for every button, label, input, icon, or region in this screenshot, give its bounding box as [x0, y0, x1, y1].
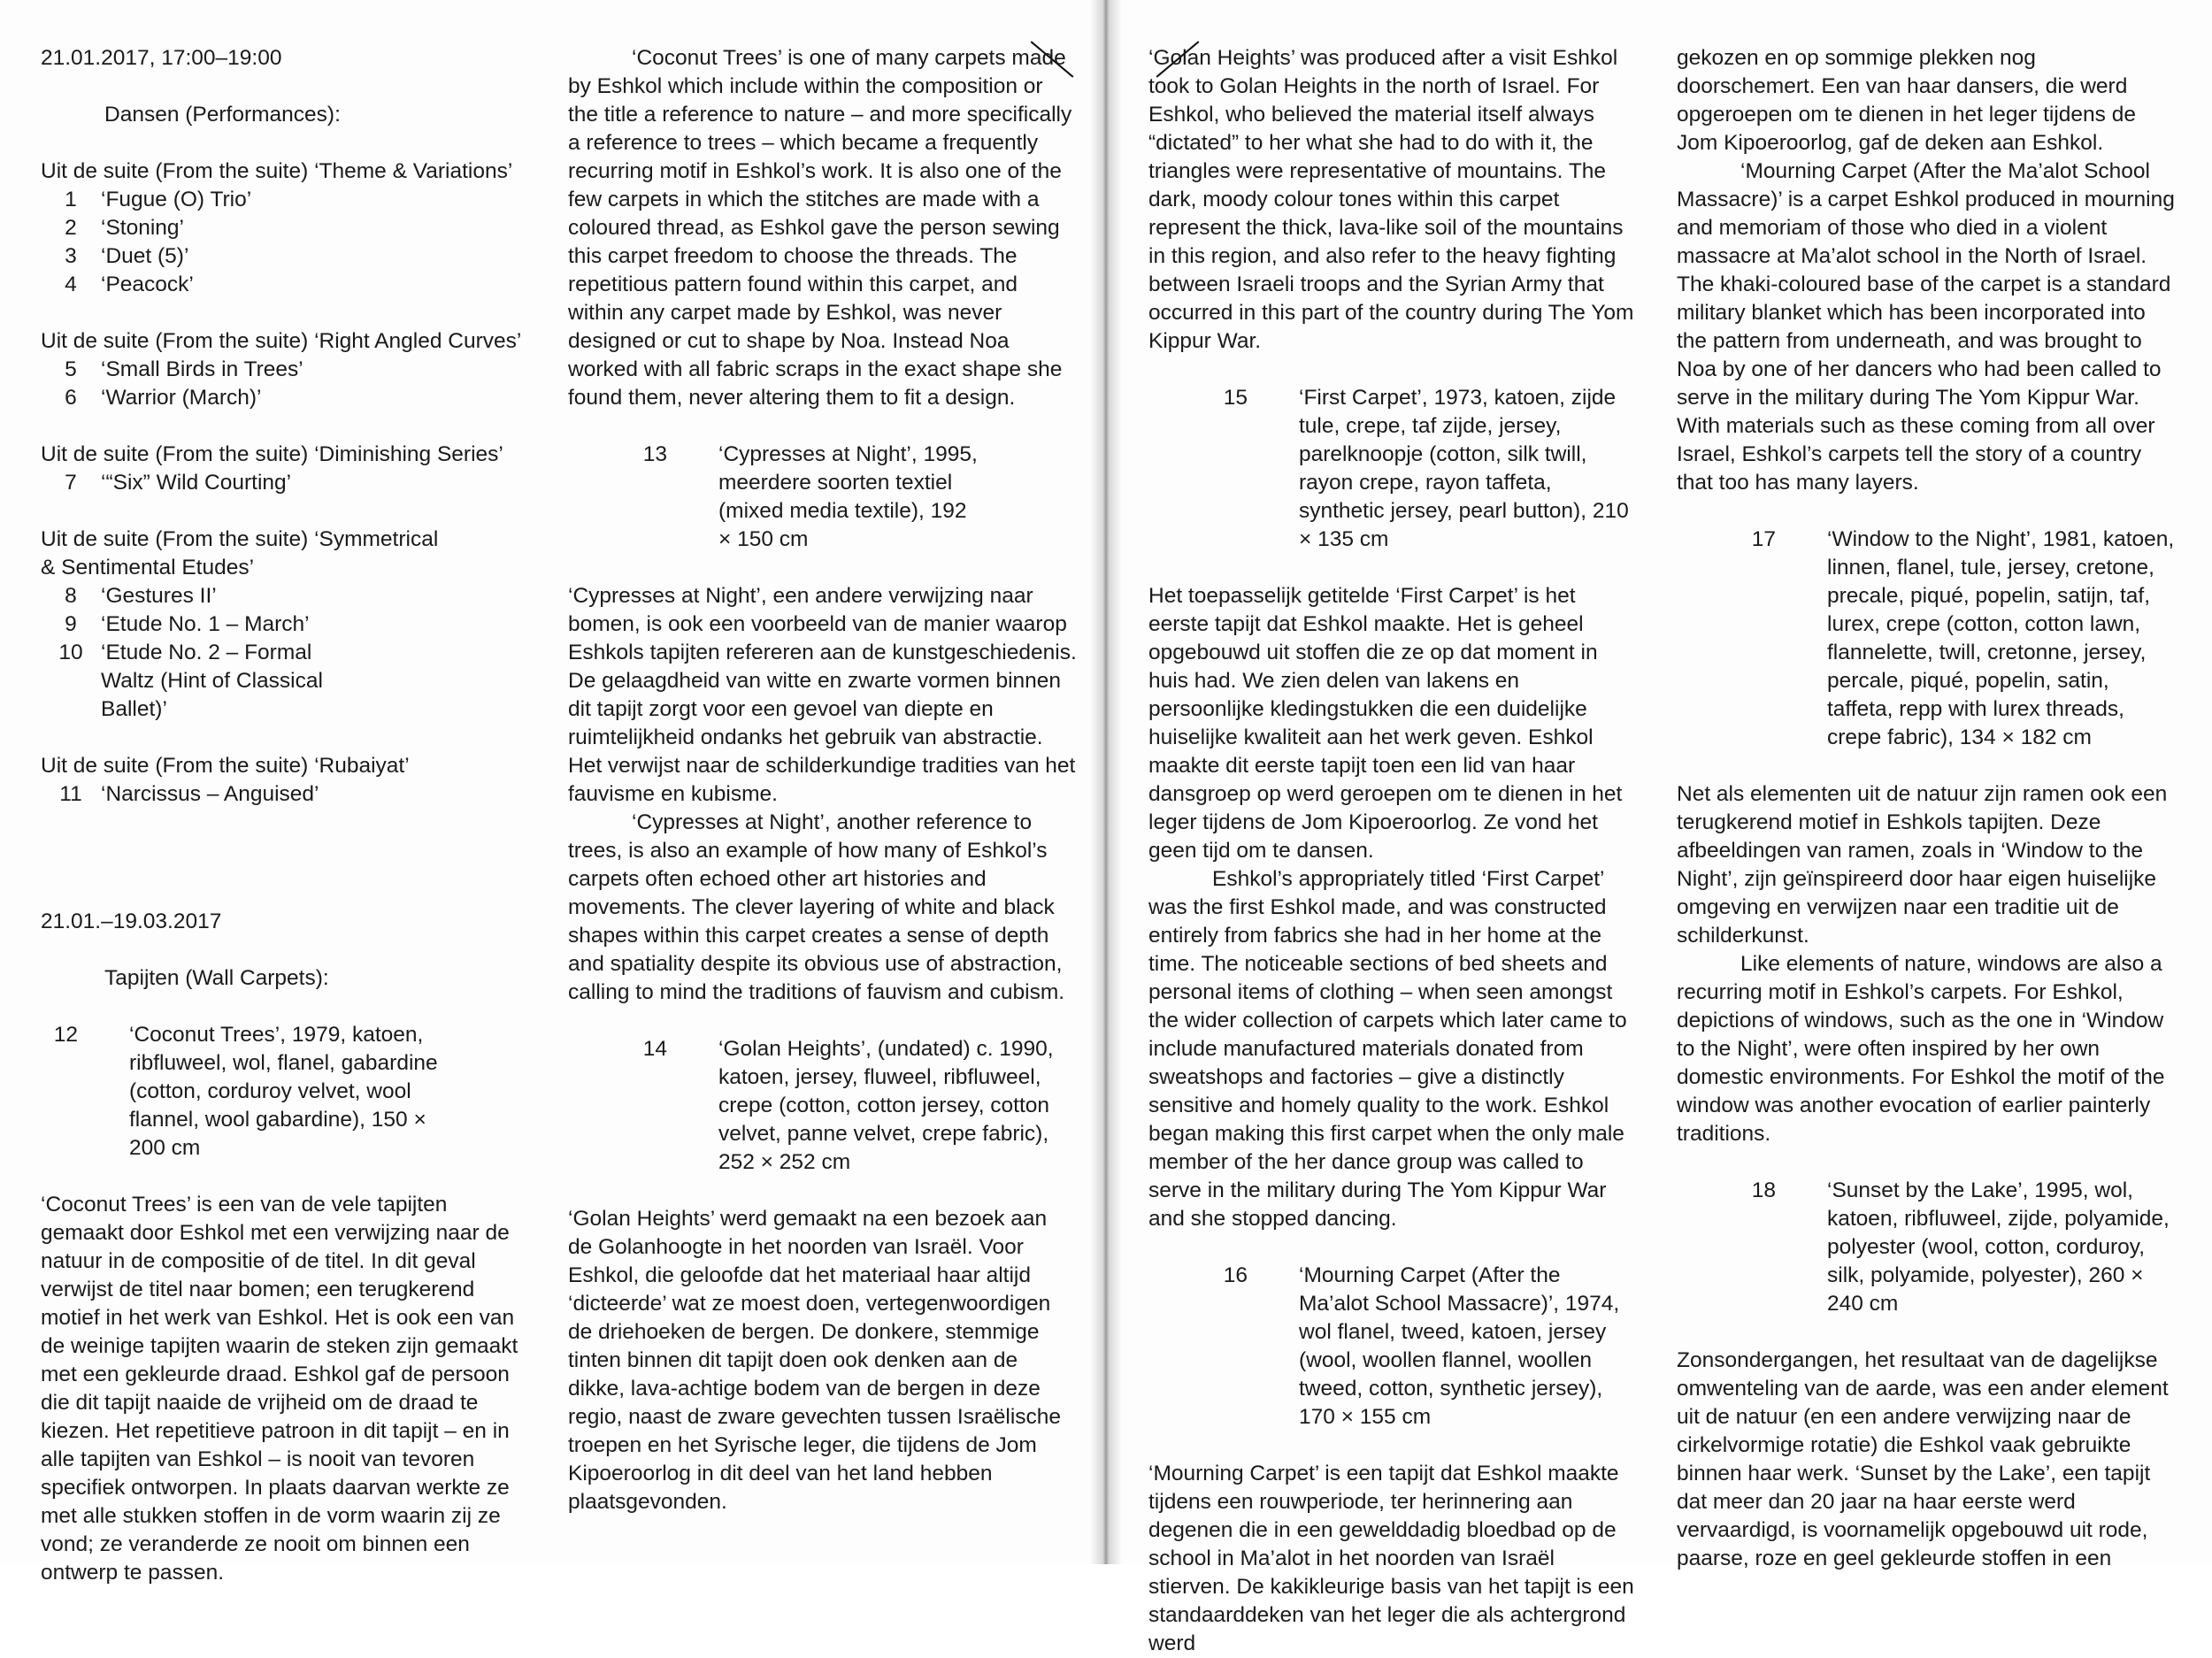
paragraph-english: ‘Golan Heights’ was produced after a visit Eshkol took to Golan Heights in the north of Israel. For Eshkol, who believed the material itself always “dictated” to her what she had to do with it, the triangles were representative of mountains. The dark, moody colour tones within this carpet represent the thick, lava-like soil of the mountains in this region, and also refer to the heavy fighting between Israeli troops and the Syrian Army that occurred in this part of the country during The Yom Kippur War.: [1148, 46, 1634, 353]
performance-item: 11 ‘Narcissus – Anguised’: [59, 782, 319, 806]
performance-item: 6 ‘Warrior (March)’: [65, 386, 262, 410]
paragraph-dutch: Het toepasselijk getitelde ‘First Carpet’ is het eerste tapijt dat Eshkol maakte. Het is geheel opgebouwd uit stoffen die ze op dat moment in huis had. We zien delen van lakens en persoonlijke kledingstukken die een duidelijke huiselijke kwaliteit aan het werk geven. Eshkol maakte dit eerste tapijt toen een lid van haar dansgroep op werd geroepen om te dienen in het leger tijdens de Jom Kipoeroorlog. Ze vond het geen tijd om te dansen.: [1148, 584, 1623, 863]
paragraph-english: ‘Mourning Carpet (After the Ma’alot School Massacre)’ is a carpet Eshkol produced in mourning and memoriam of those who died in a violent massacre at Ma’alot school in the North of Israel. The khaki-coloured base of the carpet is a standard military blanket which has been incorporated into the pattern from underneath, and was brought to Noa by one of her dancers who had been called to serve in the military during The Yom Kippur War. With materials such as these coming from all over Israel, Eshkol’s carpets tell the story of a country that too has many layers.: [1677, 159, 2175, 495]
performance-item: 1 ‘Fugue (O) Trio’: [65, 188, 252, 211]
book-gutter: [1090, 0, 1122, 1564]
paragraph-dutch: Net als elementen uit de natuur zijn ramen ook een terugkerend motief in Eshkols tapijten. Deze afbeeldingen van ramen, zoals in ‘Window to the Night’, zijn geïnspireerd door haar eigen huiselijke omgeving en verwijzen naar een traditie uit de schilderkunst.: [1677, 782, 2168, 948]
performance-item: 7 ‘“Six” Wild Courting’: [65, 471, 292, 495]
performance-item: 5 ‘Small Birds in Trees’: [65, 357, 303, 381]
performance-item: 3 ‘Duet (5)’: [65, 244, 189, 268]
paragraph-dutch: ‘Cypresses at Night’, een andere verwijzing naar bomen, is ook een voorbeeld van de manier waarop Eshkols tapijten refereren aan de kunstgeschiedenis. De gelaagdheid van witte en zwarte vormen binnen dit tapijt zorgt voor een gevoel van diepte en ruimtelijkheid ondanks het gebruik van abstractie. Het verwijst naar de schilderkundige tradities van het fauvisme en kubisme.: [568, 584, 1077, 806]
performance-item: 2 ‘Stoning’: [65, 216, 184, 240]
performance-item: 10 ‘Etude No. 2 – Formal Waltz (Hint of Classical Ballet)’: [58, 641, 323, 721]
exhibition-date: 21.01.–19.03.2017: [41, 910, 222, 933]
catalogue-item-18: 18 ‘Sunset by the Lake’, 1995, wol, katoen, ribfluweel, zijde, polyamide, polyester (wool, cotton, corduroy, silk, polyamide, polyester), 260 × 240 cm: [1751, 1178, 2170, 1316]
paragraph-dutch: ‘Mourning Carpet’ is een tapijt dat Eshkol maakte tijdens een rouwperiode, ter herinnering aan degenen die in een gewelddadig bloedbad op de school in Ma’alot in het noorden van Israël stierven. De kakikleurige basis van het tapijt is een standaarddeken van het leger die als achtergrond werd: [1148, 1462, 1634, 1655]
paragraph-english: ‘Cypresses at Night’, another reference to trees, is also an example of how many of Eshkol’s carpets often echoed other art histories and movements. The clever layering of white and black shapes within this carpet creates a sense of depth and spatiality despite its obvious use of abstraction, calling to mind the traditions of fauvism and cubism.: [568, 810, 1065, 1004]
suite-title: Uit de suite (From the suite) ‘Diminishing Series’: [41, 442, 503, 466]
performance-item: 9 ‘Etude No. 1 – March’: [65, 612, 310, 636]
catalogue-item-14: 14 ‘Golan Heights’, (undated) c. 1990, katoen, jersey, fluweel, ribfluweel, crepe (cotton, cotton jersey, cotton velvet, panne velvet, crepe fabric), 252 × 252 cm: [642, 1037, 1054, 1174]
paragraph-english: Like elements of nature, windows are also a recurring motif in Eshkol’s carpets. For Eshkol, depictions of windows, such as the one in ‘Window to the Night’, were often inspired by her own domestic environments. For Eshkol the motif of the window was another evocation of earlier painterly traditions.: [1677, 952, 2165, 1146]
column-3: [1148, 44, 1640, 1658]
paragraph-dutch: ‘Golan Heights’ werd gemaakt na een bezoek aan de Golanhoogte in het noorden van Israël. Voor Eshkol, die geloofde dat het materiaal haar altijd ‘dicteerde’ wat ze moest doen, vertegenwoordigen de driehoeken de bergen. De donkere, stemmige tinten binnen dit tapijt doen ook denken aan de dikke, lava-achtige bodem van de bergen in deze regio, naast de zware gevechten tussen Israëlische troepen en het Syrische leger, die tijdens de Jom Kipoeroorlog in dit deel van het land hebben plaatsgevonden.: [568, 1207, 1062, 1514]
paragraph-dutch: gekozen en op sommige plekken nog doorschemert. Een van haar dansers, die werd opgeroepen om te dienen in het leger tijdens de Jom Kipoeroorlog, gaf de deken aan Eshkol.: [1677, 46, 2136, 155]
paragraph-english: Eshkol’s appropriately titled ‘First Carpet’ was the first Eshkol made, and was constructed entirely from fabrics she had in her home at the time. The noticeable sections of bed sheets and personal items of clothing – when seen amongst the wider collection of carpets which later came to include manufactured materials donated from sweatshops and factories – give a distinctly sensitive and homely quality to the work. Eshkol began making this first carpet when the only male member of the her dance group was called to serve in the military during The Yom Kippur War and she stopped dancing.: [1148, 867, 1627, 1231]
paragraph-dutch: Zonsondergangen, het resultaat van de dagelijkse omwenteling van de aarde, was een ander element uit de natuur (en een andere verwijzing naar de cirkelvormige rotatie) die Eshkol vaak gebruikte binnen haar werk. ‘Sunset by the Lake’, een tapijt dat meer dan 20 jaar na haar eerste werd vervaardigd, is voornamelijk opgebouwd uit rode, paarse, roze en geel gekleurde stoffen in een: [1677, 1348, 2169, 1570]
suite-title: Uit de suite (From the suite) ‘Rubaiyat’: [41, 754, 410, 778]
paragraph-english: ‘Coconut Trees’ is one of many carpets made by Eshkol which include within the composition or the title a reference to nature – and more specifically a reference to trees – which became a frequently recurring motif in Eshkol’s work. It is also one of the few carpets in which the stitches are made with a coloured thread, as Eshkol gave the person sewing this carpet freedom to choose the threads. The repetitious pattern found within this carpet, and within any carpet made by Eshkol, was never designed or cut to shape by Noa. Instead Noa worked with all fabric scraps in the exact shape she found them, never altering them to fit a design.: [568, 46, 1072, 410]
catalogue-item-17: 17 ‘Window to the Night’, 1981, katoen, linnen, flanel, tule, jersey, cretone, precale, piqué, popelin, satijn, taf, lurex, crepe (cotton, cotton lawn, flannelette, twill, cretonne, jersey, percale, piqué, popelin, satin, taffeta, repp with lurex threads, crepe fabric), 134 × 182 cm: [1751, 527, 2175, 749]
suite-title: Uit de suite (From the suite) ‘Theme & Variations’: [41, 159, 513, 183]
column-4: [1677, 44, 2177, 1573]
catalogue-item-16: 16 ‘Mourning Carpet (After the Ma’alot School Massacre)’, 1974, wol flanel, tweed, katoen, jersey (wool, woollen flannel, woollen tweed, cotton, synthetic jersey), 170 × 155 cm: [1223, 1263, 1620, 1429]
performance-item: 4 ‘Peacock’: [65, 272, 194, 296]
catalogue-item-13: 13 ‘Cypresses at Night’, 1995, meerdere soorten textiel (mixed media textile), 192 × 150 cm: [642, 442, 978, 551]
carpets-heading: Tapijten (Wall Carpets):: [104, 966, 329, 990]
catalogue-item-15: 15 ‘First Carpet’, 1973, katoen, zijde tule, crepe, taf zijde, jersey, parelknoopje (cotton, silk twill, rayon crepe, rayon taffeta, synthetic jersey, pearl button), 210 × 135 cm: [1223, 386, 1629, 551]
catalogue-item-12: 12 ‘Coconut Trees’, 1979, katoen, ribfluweel, wol, flanel, gabardine (cotton, corduroy velvet, wool flannel, wool gabardine), 150 × 200 cm: [53, 1023, 438, 1160]
performance-item: 8 ‘Gestures II’: [65, 584, 217, 608]
column-1: [41, 44, 536, 1587]
suite-title: Uit de suite (From the suite) ‘Right Angled Curves’: [41, 329, 522, 353]
performance-date: 21.01.2017, 17:00–19:00: [41, 46, 282, 70]
performances-heading: Dansen (Performances):: [104, 103, 341, 127]
paragraph-dutch: ‘Coconut Trees’ is een van de vele tapijten gemaakt door Eshkol met een verwijzing naar de natuur in de compositie of de titel. In dit geval verwijst de titel naar bomen; een terugkerend motief in het werk van Eshkol. Het is ook een van de weinige tapijten waarin de steken zijn gemaakt met een gekleurde draad. Eshkol gaf de persoon die dit tapijt naaide de vrijheid om de draad te kiezen. Het repetitieve patroon in dit tapijt – en in alle tapijten van Eshkol – is nooit van tevoren specifiek ontworpen. In plaats daarvan werkte ze met alle stukken stoffen in de vorm waarin zij ze vond; ze veranderde ze nooit om binnen een ontwerp te passen.: [41, 1193, 518, 1585]
suite-title: Uit de suite (From the suite) ‘Symmetrical & Sentimental Etudes’: [41, 527, 439, 580]
column-2: [568, 44, 1077, 1516]
